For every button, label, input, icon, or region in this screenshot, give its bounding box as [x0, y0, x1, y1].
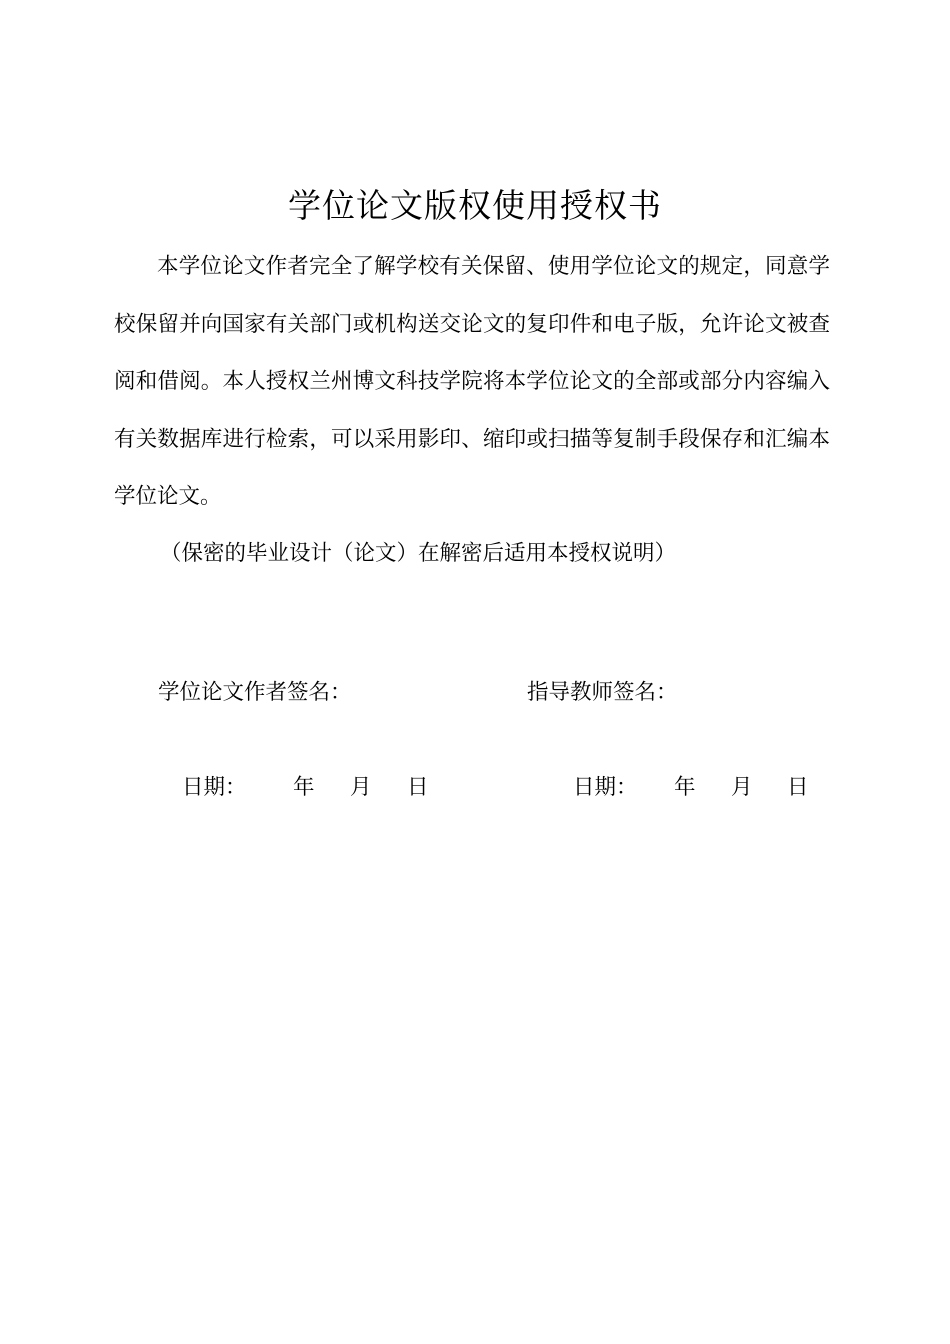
- teacher-signature-label: 指导教师签名：: [527, 680, 678, 705]
- author-signature-label: 学位论文作者签名：: [158, 680, 352, 705]
- month-label: 月: [350, 775, 372, 800]
- document-title: 学位论文版权使用授权书: [288, 186, 662, 225]
- confidential-note: （保密的毕业设计（论文）在解密后适用本授权说明）: [160, 541, 677, 566]
- date-label: 日期：: [573, 775, 638, 800]
- authorization-paragraph: 本学位论文作者完全了解学校有关保留、使用学位论文的规定，同意学校保留并向国家有关部门或机构送交论文的复印件和电子版，允许论文被查阅和借阅。本人授权兰州博文科技学院将本学位论文的全部或部分内容编入有关数据库进行检索，可以采用影印、缩印或扫描等复制手段保存和汇编本学位论文。: [114, 254, 830, 509]
- month-label: 月: [731, 775, 753, 800]
- date-label: 日期：: [182, 775, 247, 800]
- day-label: 日: [407, 775, 429, 800]
- year-label: 年: [674, 775, 696, 800]
- day-label: 日: [787, 775, 809, 800]
- year-label: 年: [293, 775, 315, 800]
